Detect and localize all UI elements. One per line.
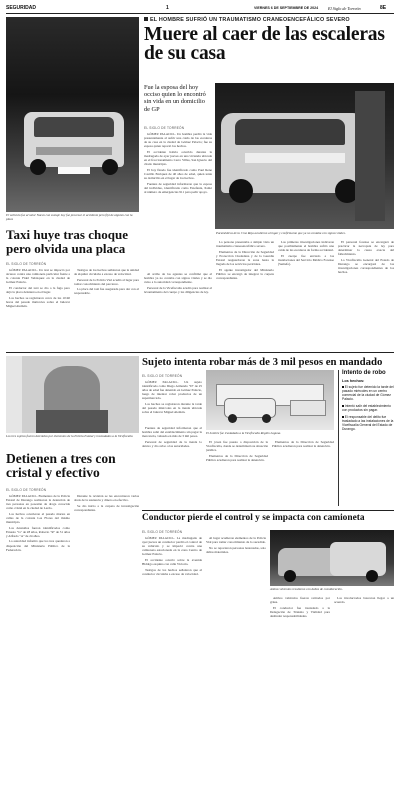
robbery-byline: EL SIGLO DE TORREÓN (142, 374, 183, 378)
detained-headline: Detienen a tres con cristal y efectivo (6, 451, 116, 480)
driver-photo-caption: Ambos vehículos resultaron con daños de consideración. (270, 587, 343, 591)
driver-body-col2: Al lugar acudieron elementos de la Policía Vial para tomar conocimiento de lo sucedido. No se reportaron personas lesionadas, solo daños materiales. (206, 536, 266, 554)
bullet-icon (342, 386, 344, 388)
accident-photo (215, 83, 394, 229)
sidebar-title: Intento de robo (342, 370, 386, 376)
driver-body-col4: Los involucrados buscaron llegar a un acuerdo. (334, 596, 394, 605)
bullet-icon (342, 416, 344, 418)
header-date: VIERNES 6 DE SEPTIEMBRE DE 2024 (254, 6, 319, 10)
detained-body-col1: GÓMEZ PALACIO.- Elementos de la Policía Estatal de Durango realizaron la detención de tres personas en posesión de droga conocida como cristal en la ciudad de Lerdo. Los hechos ocurrieron el pasado martes en calles de la colonia Las Flores del mismo municipio. Los detenidos fueron identificados como Ernesto "G" de 28 años, Roberto "R" de 31 años y Alfredo "A" de 24 años. La autoridad informó que los tres quedaron a disposición del Ministerio Público de la Federación. (6, 494, 70, 552)
section-label: SEGURIDAD (6, 5, 37, 11)
taxi-body-col1: GÓMEZ PALACIO.- Un taxi se impactó por alcance contra una camioneta particular frente a la colonia Fidel Velázquez en la ciudad de Gómez Palacio. El conductor del taxi se dio a la fuga pero dejó la placa delantera en el lugar. Los hechos se registraron cerca de las 10:40 horas del pasado miércoles sobre el bulevar Miguel Alemán. (6, 268, 70, 308)
robbery-body-col3: Elementos de la Dirección de Seguridad Pública acudieron para realizar la detención. (272, 440, 334, 449)
sidebar-bullet: Intentó salir del establecimiento con productos sin pagar. (342, 404, 391, 412)
taxi-headline: Taxi huye tras choque pero olvida una placa (6, 227, 128, 256)
section-rule-1 (6, 352, 394, 353)
robbery-photo-caption: El hombre fue trasladado a la Vicefiscalía Región Laguna. (206, 431, 281, 435)
main-body-col1: GÓMEZ PALACIO.- Un hombre perdió la vida presuntamente al sufrir una caída de las escaleras de su casa en la ciudad de Gómez Palacio; fue su esposa quien reportó los hechos. El accidente habría ocurrido durante la madrugada de ayer jueves en una vivienda ubicada en el fraccionamiento Cerro Villas, San Ignacio del citado municipio. El hoy finado fue identificado como Paul Rene Castillo Enríquez de 40 años de edad, quien tenía su domicilio en el lugar de los hechos. Fuentes de seguridad informaron que la esposa del individuo, identificada como Estefanía, llamó al número de emergencias 911 para pedir apoyo. (144, 132, 212, 194)
main-headline: Muere al caer de las escaleras de su casa (144, 24, 385, 64)
driver-body-col3: Ambos vehículos fueron retirados por grúas. El conductor fue trasladado a la Delegación de Tránsito y Vialidad para deslindar responsabilidades. (270, 596, 330, 618)
driver-body-col1: GÓMEZ PALACIO.- La madrugada de ayer jueves un conductor perdió el control de su vehículo y se impactó contra una camioneta estacionada en la zona Centro de Gómez Palacio. El accidente ocurrió sobre la avenida Hidalgo esquina con calle Victoria. Testigos de los hechos señalaron que el conductor circulaba a exceso de velocidad. (142, 536, 202, 576)
detained-byline: EL SIGLO DE TORREÓN (6, 488, 47, 492)
detainee-photo (6, 356, 139, 433)
robbery-body-col2: El joven fue puesto a disposición de la Vicefiscalía, donde se determinará su situación jurídica. Elementos de la Dirección de Seguridad Pública acudieron para realizar la detención. (206, 440, 268, 462)
bullet-icon (342, 405, 344, 407)
main-body-col1b: Al arribo de los agentes se confirmó que el hombre ya no contaba con signos vitales y se dio aviso a la autoridad correspondiente. Personal de la Vicefiscalía acudió para realizar el levantamiento del cuerpo y las diligencias de ley. (144, 272, 212, 294)
page-number: 1 (166, 5, 169, 11)
taxi-photo (6, 17, 139, 212)
detained-body-col2: Durante la revisión se les encontraron varias dosis de la sustancia y dinero en efectivo. Se dio inicio a la carpeta de investigación correspondiente. (74, 494, 139, 512)
taxi-body-col2: Testigos de los hechos señalaron que la unidad de alquiler circulaba a exceso de velocidad. Personal de la Policía Vial acudió al lugar para tomar conocimiento del percance. La placa del taxi fue asegurada para dar con el responsable. (74, 268, 139, 296)
main-kicker: EL HOMBRE SUFRIÓ UN TRAUMATISMO CRANEOENCEFÁLICO SEVERO (144, 17, 394, 23)
taxi-byline: EL SIGLO DE TORREÓN (6, 262, 47, 266)
robbery-photo (206, 370, 334, 430)
main-body-col4: El personal forense se encargará de practicar la necropsia de ley para determinar la causa exacta del fallecimiento. La Vicefiscalía General del Estado de Durango se encargará de las investigaciones correspondientes de los hechos. (338, 240, 394, 275)
taxi-photo-caption: El vehículo fue al valor Nuevo con sustaje hoy fue procesar el accidente pero fijó de alguien con la placa (6, 213, 133, 221)
driver-headline: Conductor pierde el control y se impacta con camioneta (142, 513, 365, 523)
accident-photo-caption: Paramédicos de la Cruz Roja acudieron al lugar y confirmaron que ya no contaba con signos vitales. (216, 231, 346, 235)
main-deck: Fue la esposa del hoy occiso quien lo encontró sin vida en un domicilio de GP (144, 84, 206, 113)
robbery-headline: Sujeto intenta robar más de 3 mil pesos en mandado (142, 356, 383, 368)
robbery-body-col1: GÓMEZ PALACIO.- Un sujeto identificado como Diego Armando "D" de 25 años de edad fue detenido en Gómez Palacio, luego de intentar robar productos de un supermercado. Los hechos se registraron durante la tarde del pasado miércoles en la tienda ubicada sobre el bulevar Miguel Alemán. (142, 380, 202, 415)
page-header (6, 5, 394, 13)
robbery-sidebar (338, 370, 394, 506)
section-rule-2 (142, 510, 394, 511)
main-byline: EL SIGLO DE TORREÓN (144, 126, 185, 130)
brand-mark: 8E (380, 5, 387, 11)
detainee-photo-caption: Los tres sujetos fueron detenidos por elementos de la Policía Estatal y trasladados a la Vicefiscalía (6, 434, 133, 438)
kicker-square-icon (144, 17, 148, 21)
driver-byline: EL SIGLO DE TORREÓN (142, 530, 183, 534)
robbery-body-col1b: Fuentes de seguridad informaron que el hombre salió del establecimiento sin pagar la mercancía, valuada en más de 3 mil pesos. Personal de seguridad de la tienda lo detuvo y dio aviso a las autoridades. (142, 426, 202, 448)
driver-photo (270, 530, 394, 586)
brand-name: El Siglo de Torreón (328, 5, 361, 11)
sidebar-bullet: El sujeto fue detenido la tarde del pasado miércoles en un centro comercial de la ciudad de Gómez Palacio. (342, 385, 394, 401)
main-body-col2: La persona presentaba a simple vista un traumatismo craneoencefálico severo. Elementos de la Dirección de Seguridad y Protección Ciudadana y de la Guardia Estatal resguardaron la zona hasta la llegada de los servicios periciales. El agente investigador del Ministerio Público se encargó de integrar la carpeta correspondiente. (216, 240, 274, 280)
sidebar-subtitle: Los hechos: (342, 379, 365, 383)
sidebar-bullet: El responsable del delito fue trasladado a las instalaciones de la Vicefiscalía General del Estado de Durango. (342, 415, 394, 431)
main-body-col3: Las primeras investigaciones indicaron que posiblemente el hombre sufrió una caída de las escaleras de forma accidental. El cuerpo fue enviado a las instalaciones del Servicio Médico Forense (Semefo). (278, 240, 334, 266)
header-rule (6, 13, 394, 14)
